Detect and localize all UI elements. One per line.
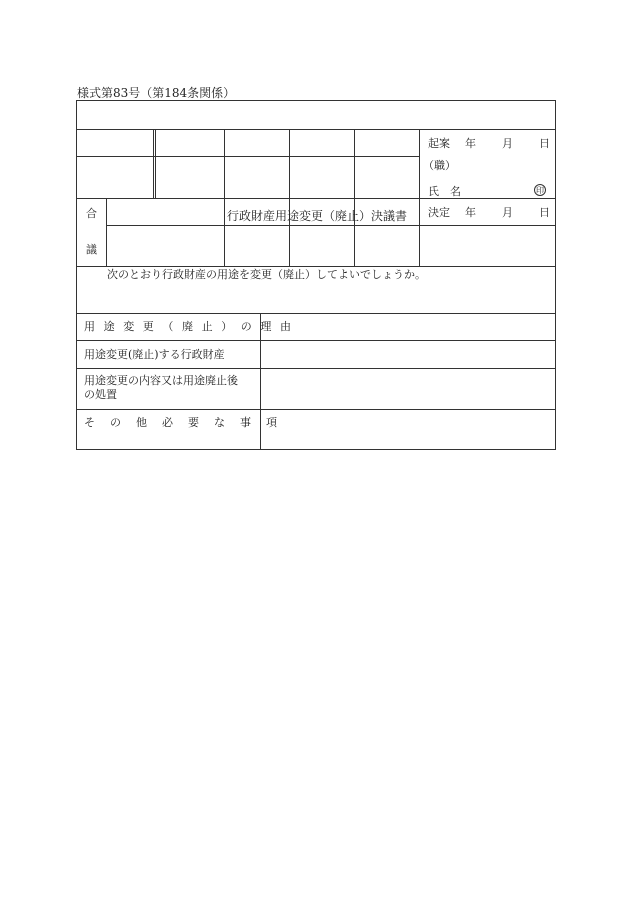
stamp-col-5 <box>419 129 420 266</box>
row-divider-1 <box>77 340 555 341</box>
row-label-reason: 用途変更（廃止）の理由 <box>84 320 300 333</box>
stamp-double-line <box>153 129 156 198</box>
row-divider-2 <box>77 368 555 369</box>
drafted-month-label: 月 <box>502 137 513 150</box>
consultation-row-divider <box>106 225 420 226</box>
consultation-char-2: 議 <box>86 243 97 256</box>
seal-mark: 印 <box>536 186 544 195</box>
row-divider-3 <box>77 409 555 410</box>
resolution-form <box>76 100 556 450</box>
decided-day-label: 日 <box>539 206 550 219</box>
decision-divider <box>420 225 555 226</box>
stamp-col-3 <box>289 129 290 266</box>
form-title: 行政財産用途変更（廃止）決議書 <box>226 209 407 223</box>
name-label: 氏 名 <box>428 185 461 198</box>
row-label-content-cont: の処置 <box>84 388 117 401</box>
decided-year-label: 年 <box>465 206 476 219</box>
statement-bottom <box>77 313 555 314</box>
stamp-row-divider-2 <box>77 198 555 199</box>
stamp-col-2 <box>224 129 225 266</box>
drafted-day-label: 日 <box>539 137 550 150</box>
title-divider <box>77 129 555 130</box>
stamp-area-bottom <box>77 266 555 267</box>
drafted-label: 起案 <box>428 137 450 150</box>
form-number: 様式第83号（第184条関係） <box>77 86 236 100</box>
decided-month-label: 月 <box>502 206 513 219</box>
stamp-col-4 <box>354 129 355 266</box>
drafted-year-label: 年 <box>465 137 476 150</box>
stamp-row-divider-1 <box>77 156 420 157</box>
decided-label: 決定 <box>428 206 450 219</box>
row-label-property: 用途変更(廃止)する行政財産 <box>84 348 225 361</box>
row-label-other: その他必要な事項 <box>84 416 292 429</box>
consultation-char-1: 合 <box>86 207 97 220</box>
statement-text: 次のとおり行政財産の用途を変更（廃止）してよいでしょうか。 <box>107 268 426 281</box>
position-label: （職） <box>423 159 456 172</box>
row-label-content: 用途変更の内容又は用途廃止後 <box>84 374 238 387</box>
